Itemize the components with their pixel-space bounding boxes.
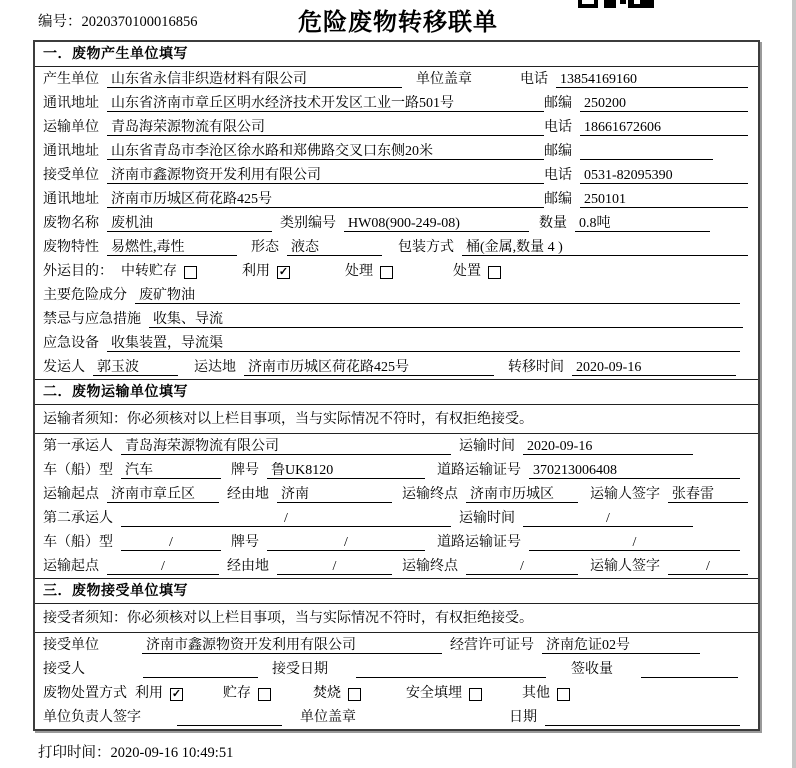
field-label: 电话 [544, 120, 572, 135]
field-label: 接受人 [43, 662, 85, 677]
field-label: 运输时间 [459, 439, 515, 454]
field-label: 运输终点 [402, 559, 458, 574]
receive-address-value: 济南市历城区荷花路425号 [107, 191, 544, 208]
spacer [482, 701, 522, 702]
checkbox-dispose-box [488, 266, 501, 279]
form-row [35, 506, 758, 530]
producer-zip-value: 250200 [580, 95, 748, 112]
field-label: 转移时间 [508, 360, 564, 375]
form-row [35, 187, 758, 211]
field-label: 主要危险成分 [43, 288, 127, 303]
road-permit-1-value: 370213006408 [529, 462, 740, 479]
via-2-value: / [277, 558, 392, 575]
field-label: 废物名称 [43, 216, 99, 231]
field-label: 接受单位 [43, 168, 99, 183]
via-1-value: 济南 [277, 486, 392, 503]
form-row [35, 139, 758, 163]
checkbox-incinerate-box [348, 688, 361, 701]
form-row [35, 283, 758, 307]
receiver-unit-value: 济南市鑫源物资开发利用有限公司 [142, 637, 442, 654]
field-label: 类别编号 [280, 216, 336, 231]
field-label: 数量 [539, 216, 567, 231]
field-label: 运输终点 [402, 487, 458, 502]
form-row [35, 307, 758, 331]
form-row [35, 331, 758, 355]
form-row [35, 355, 758, 379]
carrier-signature-2-value: / [668, 558, 748, 575]
form-row [35, 657, 758, 681]
waste-category-code-value: HW08(900-249-08) [344, 215, 529, 232]
main-hazard-component-value: 废矿物油 [135, 287, 740, 304]
checkbox-store [223, 685, 271, 702]
field-label: 废物特性 [43, 240, 99, 255]
field-label: 运输起点 [43, 559, 99, 574]
waste-form-value: 液态 [287, 239, 382, 256]
field-label: 接受日期 [272, 662, 328, 677]
transport-zip-value [580, 143, 713, 160]
receiver-person-value [143, 661, 258, 678]
field-label: 日期 [509, 710, 537, 725]
waste-quantity-value: 0.8吨 [575, 215, 710, 232]
checkbox-receiver-utilize [135, 685, 183, 702]
form-row [35, 235, 758, 259]
field-label: 邮编 [544, 96, 572, 111]
vehicle-type-1-value: 汽车 [121, 462, 221, 479]
form-row [35, 115, 758, 139]
field-label: 电话 [520, 72, 548, 87]
spacer [364, 725, 509, 726]
plate-number-1-value: 鲁UK8120 [267, 462, 425, 479]
field-label: 第一承运人 [43, 439, 113, 454]
field-label: 经由地 [227, 487, 269, 502]
form-row [35, 530, 758, 554]
checkbox-label: 处理 [345, 264, 373, 279]
producer-address-value: 山东省济南市章丘区明水经济技术开发区工业一路501号 [107, 95, 544, 112]
spacer [290, 279, 345, 280]
checkbox-safe-landfill [406, 685, 482, 702]
checkbox-store-box [258, 688, 271, 701]
transport-date-1-value: 2020-09-16 [523, 438, 693, 455]
waste-name-value: 废机油 [107, 215, 272, 232]
section-receiver-header: 三．废物接受单位填写 [35, 578, 758, 604]
checkbox-label: 安全填埋 [406, 686, 462, 701]
field-label: 应急设备 [43, 336, 99, 351]
section-transporter-header: 二．废物运输单位填写 [35, 379, 758, 405]
field-label: 通讯地址 [43, 192, 99, 207]
field-label: 运输人签字 [590, 487, 660, 502]
field-label: 单位盖章 [416, 72, 472, 87]
packaging-value: 桶(金属,数量 4 ) [462, 239, 748, 256]
field-label: 运达地 [194, 360, 236, 375]
second-carrier-value: / [121, 510, 451, 527]
checkbox-treat [345, 263, 393, 280]
document-number-value: 2020370100016856 [81, 14, 198, 30]
print-time-value: 2020-09-16 10:49:51 [110, 745, 234, 761]
checkbox-utilize [242, 263, 290, 280]
transport-date-2-value: / [523, 510, 693, 527]
transport-unit-value: 青岛海荣源物流有限公司 [107, 119, 544, 136]
producer-unit-value: 山东省永信非织造材料有限公司 [107, 71, 402, 88]
vehicle-type-2-value: / [121, 534, 221, 551]
page-title: 危险废物转移联单 [298, 10, 498, 36]
field-label: 禁忌与应急措施 [43, 312, 141, 327]
field-label: 经营许可证号 [450, 638, 534, 653]
form-row [35, 211, 758, 235]
print-time-label: 打印时间： [38, 745, 111, 761]
document-number-label: 编号： [38, 14, 82, 30]
receive-phone-value: 0531-82095390 [580, 167, 748, 184]
field-label: 道路运输证号 [437, 535, 521, 550]
checkbox-label: 其他 [522, 686, 550, 701]
carrier-signature-1-value: 张春雷 [668, 486, 748, 503]
qr-code-fragment-icon [578, 0, 654, 9]
origin-2-value: / [107, 558, 219, 575]
field-label: 形态 [251, 240, 279, 255]
receive-sign-date-value [545, 709, 740, 726]
received-quantity-value [641, 661, 738, 678]
section-receiver-note: 接受者须知：你必须核对以上栏目事项，当与实际情况不符时，有权拒绝接受。 [35, 604, 758, 633]
checkbox-label: 中转贮存 [121, 264, 177, 279]
checkbox-safe-landfill-box [469, 688, 482, 701]
field-label: 外运目的： [43, 264, 113, 279]
field-label: 牌号 [231, 535, 259, 550]
origin-1-value: 济南市章丘区 [107, 486, 219, 503]
emergency-equipment-value: 收集装置，导流渠 [107, 335, 740, 352]
receive-unit-value: 济南市鑫源物资开发利用有限公司 [107, 167, 544, 184]
checkbox-label: 利用 [135, 686, 163, 701]
section-producer-header: 一．废物产生单位填写 [35, 42, 758, 67]
print-timestamp [38, 741, 233, 762]
field-label: 道路运输证号 [437, 463, 521, 478]
field-label: 产生单位 [43, 72, 99, 87]
checkbox-other-box [557, 688, 570, 701]
form-row [35, 91, 758, 115]
field-label: 单位负责人签字 [43, 710, 141, 725]
field-label: 签收量 [571, 662, 613, 677]
window-edge-strip [792, 0, 796, 768]
checkbox-treat-box [380, 266, 393, 279]
transport-phone-value: 18661672606 [580, 119, 748, 136]
checkbox-label: 利用 [242, 264, 270, 279]
first-carrier-value: 青岛海荣源物流有限公司 [121, 438, 451, 455]
checkbox-label: 焚烧 [313, 686, 341, 701]
checkbox-utilize-box: ✓ [278, 266, 289, 278]
spacer [183, 701, 223, 702]
spacer [361, 701, 406, 702]
producer-phone-value: 13854169160 [556, 71, 748, 88]
transport-address-value: 山东省青岛市李沧区徐水路和郑佛路交叉口东侧20米 [107, 143, 544, 160]
field-label: 运输时间 [459, 511, 515, 526]
field-label: 发运人 [43, 360, 85, 375]
manifest-form [33, 40, 760, 731]
checkbox-label: 贮存 [223, 686, 251, 701]
field-label: 第二承运人 [43, 511, 113, 526]
emergency-measures-value: 收集、导流 [149, 311, 743, 328]
spacer [393, 279, 453, 280]
form-row [35, 633, 758, 657]
field-label: 经由地 [227, 559, 269, 574]
spacer [197, 279, 242, 280]
transfer-date-value: 2020-09-16 [572, 359, 736, 376]
field-label: 电话 [544, 168, 572, 183]
form-row [35, 681, 758, 705]
section-transporter-note: 运输者须知：你必须核对以上栏目事项，当与实际情况不符时，有权拒绝接受。 [35, 405, 758, 434]
form-row [35, 554, 758, 578]
responsible-signature-value [177, 709, 282, 726]
endpoint-1-value: 济南市历城区 [466, 486, 578, 503]
form-row [35, 163, 758, 187]
form-row [35, 434, 758, 458]
receive-zip-value: 250101 [580, 191, 748, 208]
field-label: 牌号 [231, 463, 259, 478]
field-label: 单位盖章 [300, 710, 356, 725]
form-row [35, 482, 758, 506]
checkbox-dispose [453, 263, 501, 280]
checkbox-transfer-storage-box [184, 266, 197, 279]
form-row [35, 458, 758, 482]
checkbox-incinerate [313, 685, 361, 702]
field-label: 邮编 [544, 192, 572, 207]
field-label: 通讯地址 [43, 144, 99, 159]
receive-date-value [356, 661, 546, 678]
field-label: 邮编 [544, 144, 572, 159]
endpoint-2-value: / [466, 558, 578, 575]
checkbox-label: 处置 [453, 264, 481, 279]
plate-number-2-value: / [267, 534, 425, 551]
form-row [35, 67, 758, 91]
field-label: 运输单位 [43, 120, 99, 135]
field-label: 包装方式 [398, 240, 454, 255]
field-label: 运输起点 [43, 487, 99, 502]
field-label: 车（船）型 [43, 535, 113, 550]
checkbox-receiver-utilize-box: ✓ [171, 688, 182, 700]
form-row [35, 259, 758, 283]
field-label: 运输人签字 [590, 559, 660, 574]
field-label: 接受单位 [43, 638, 99, 653]
license-number-value: 济南危证02号 [542, 637, 700, 654]
checkbox-transfer-storage [121, 263, 197, 280]
field-label: 废物处置方式 [43, 686, 127, 701]
spacer [480, 87, 520, 88]
consignor-value: 郭玉波 [93, 359, 178, 376]
destination-value: 济南市历城区荷花路425号 [244, 359, 494, 376]
waste-characteristics-value: 易燃性,毒性 [107, 239, 237, 256]
field-label: 车（船）型 [43, 463, 113, 478]
field-label: 通讯地址 [43, 96, 99, 111]
road-permit-2-value: / [529, 534, 740, 551]
checkbox-other [522, 685, 570, 702]
form-row [35, 705, 758, 729]
spacer [271, 701, 313, 702]
